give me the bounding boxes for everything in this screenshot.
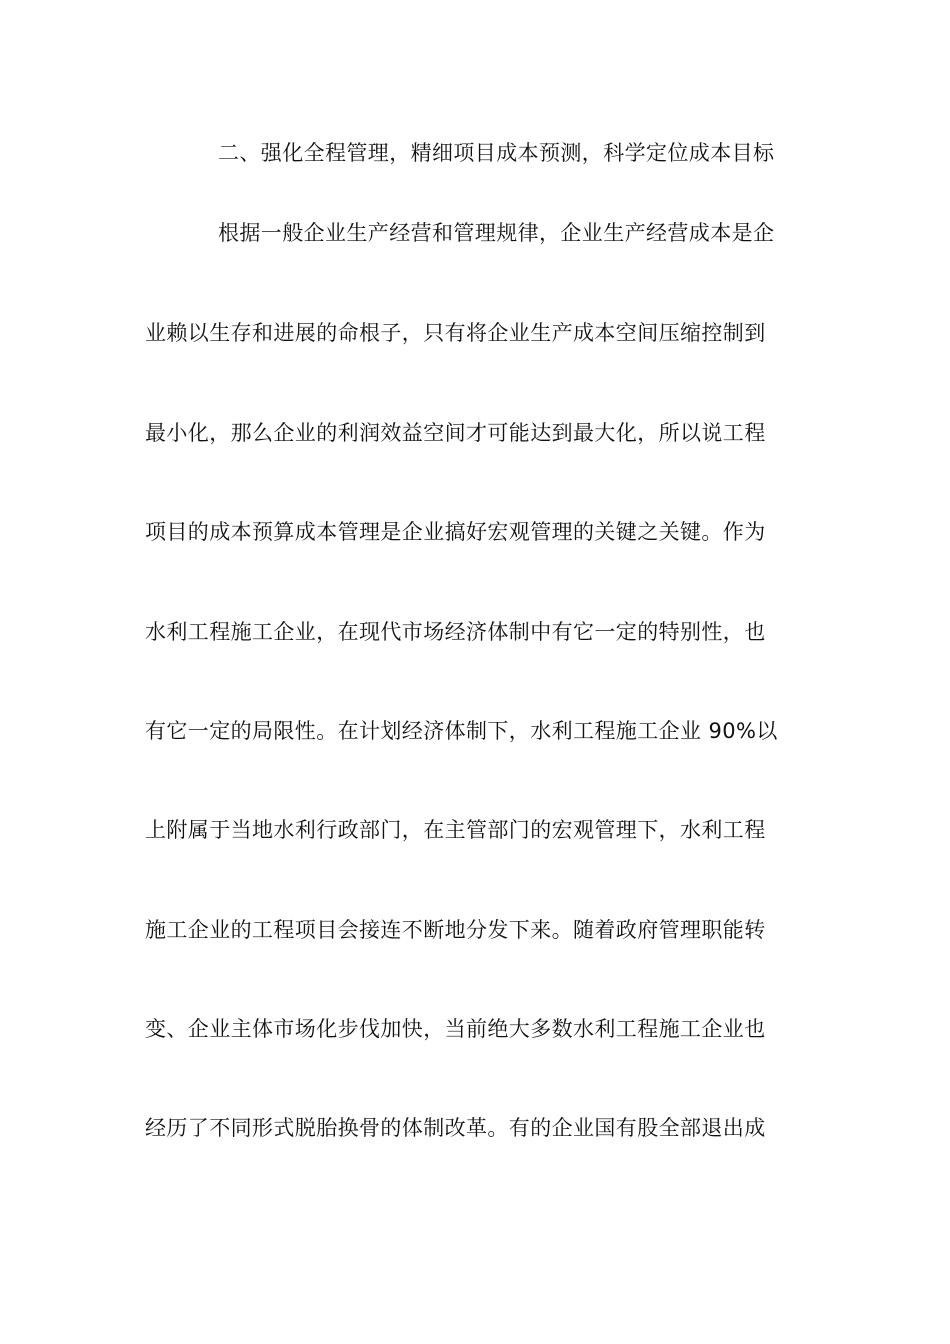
paragraph-line: 经历了不同形式脱胎换骨的体制改革。有的企业国有股全部退出成 [145, 1116, 766, 1140]
paragraph-line: 项目的成本预算成本管理是企业搞好宏观管理的关键之关键。作为 [145, 520, 766, 544]
paragraph-line: 变、企业主体市场化步伐加快，当前绝大多数水利工程施工企业也 [145, 1017, 766, 1041]
paragraph-line: 施工企业的工程项目会接连不断地分发下来。随着政府管理职能转 [145, 918, 766, 942]
paragraph-line: 上附属于当地水利行政部门，在主管部门的宏观管理下，水利工程 [145, 818, 766, 842]
paragraph-line: 业赖以生存和进展的命根子，只有将企业生产成本空间压缩控制到 [145, 321, 766, 345]
paragraph-line: 最小化，那么企业的利润效益空间才可能达到最大化，所以说工程 [145, 421, 766, 445]
section-heading: 二、强化全程管理，精细项目成本预测，科学定位成本目标 [218, 141, 775, 165]
paragraph-line: 根据一般企业生产经营和管理规律，企业生产经营成本是企 [218, 221, 775, 245]
paragraph-line: 水利工程施工企业，在现代市场经济体制中有它一定的特别性，也 [145, 620, 766, 644]
paragraph-line: 有它一定的局限性。在计划经济体制下，水利工程施工企业 90%以 [145, 719, 778, 743]
